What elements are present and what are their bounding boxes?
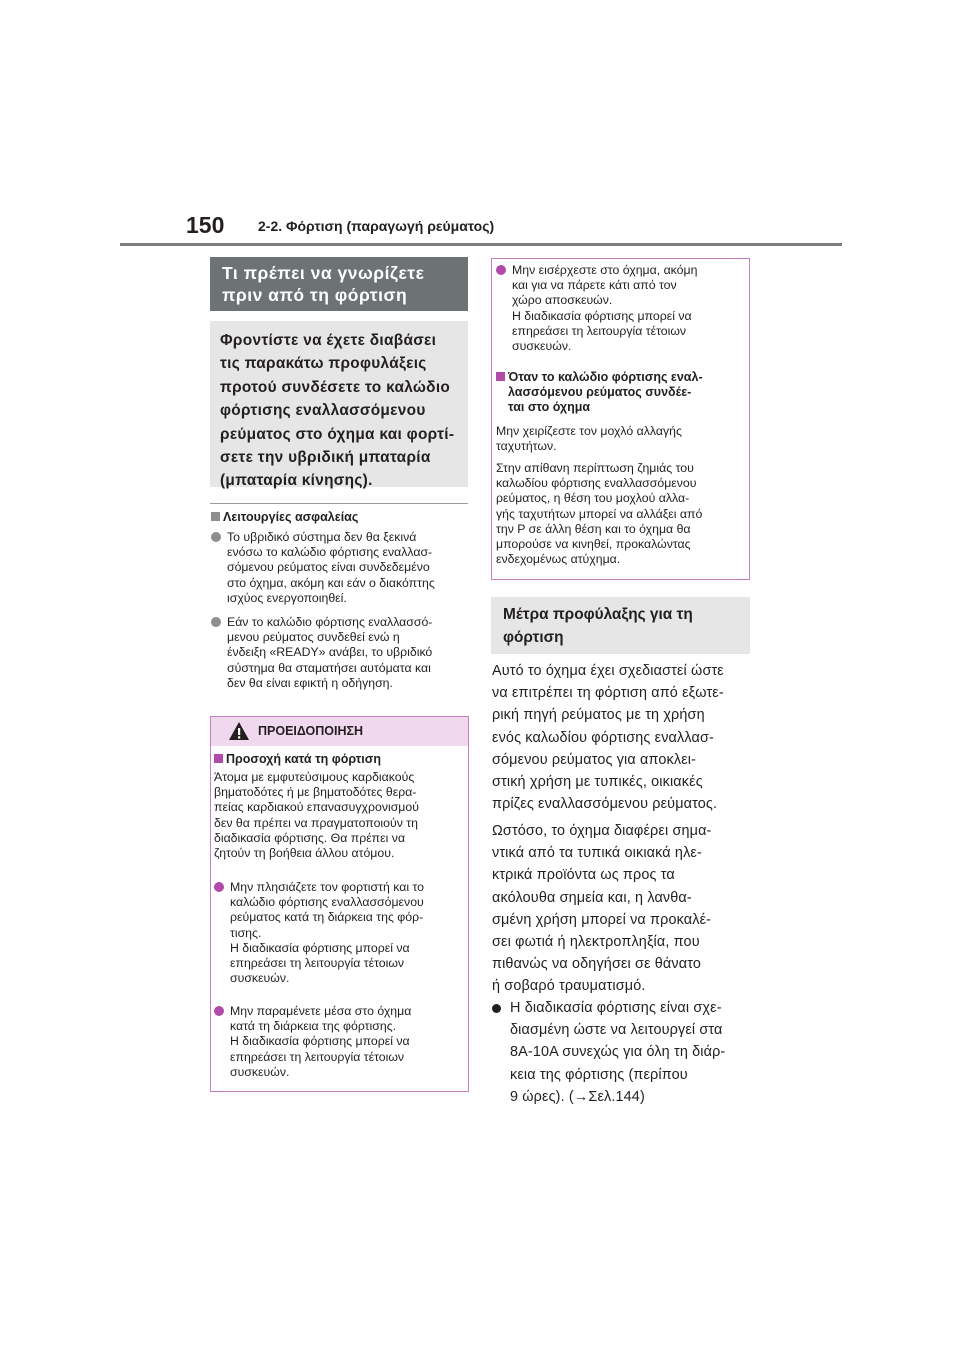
warning-intro: Άτομα με εμφυτεύσιμους καρδιακούς βηματοδότες ή με βηματοδότες θερα- πείας καρδιακού επανασυγχρονισμού δεν θα πρέπει να πραγματοποιούν τη διαδικασία φόρτισης. Θα πρέπει να ζητούν τη βοήθεια άλλου ατόμου. xyxy=(214,770,419,861)
header-divider xyxy=(120,243,842,246)
round-bullet-icon xyxy=(492,1004,501,1013)
section-title: 2-2. Φόρτιση (παραγωγή ρεύματος) xyxy=(258,218,495,234)
know-title-line: Τι πρέπει να γνωρίζετε xyxy=(222,263,425,283)
know-body-line: ρεύματος στο όχημα και φορτί- xyxy=(220,425,455,443)
know-body-line: τις παρακάτω προφυλάξεις xyxy=(220,355,427,373)
know-body-line: Φροντίστε να έχετε διαβάσει xyxy=(220,332,437,349)
square-bullet-icon xyxy=(496,372,505,381)
round-bullet-icon xyxy=(496,265,506,275)
measures-bullet: Η διαδικασία φόρτισης είναι σχε- διασμένη ώστε να λειτουργεί στα 8A-10A συνεχώς για όλη τη διάρ- κεια της φόρτισης (περίπου 9 ώρες). (→Σελ.144) xyxy=(492,997,754,1108)
know-body-line: προτού συνδέσετε το καλώδιο xyxy=(220,378,451,396)
safety-bullet-1: Το υβριδικό σύστημα δεν θα ξεκινά ενόσω το καλώδιο φόρτισης εναλλασ- σόμενου ρεύματος είναι συνδεδεμένο στο όχημα, ακόμη και εάν ο διακόπτης ισχύος ενεργοποιηθεί. xyxy=(211,530,469,606)
safety-bullet-2: Εάν το καλώδιο φόρτισης εναλλασσό- μενου ρεύματος συνδεθεί ενώ η ένδειξη «READY» ανάβει, το υβριδικό σύστημα θα σταματήσει αυτόματα και δεν θα είναι εφικτή η οδήγηση. xyxy=(211,615,469,691)
measures-paragraph-2: Ωστόσο, το όχημα διαφέρει σημα- ντικά από τα τυπικά οικιακά ηλε- κτρικά προϊόντα ως προς τα ακόλουθα σημεία και, η λανθα- σμένη χρήση μπορεί να προκαλέ- σει φωτιά ή ηλεκτροπληξία, που πιθανώς να οδηγήσει σε θάνατο ή σοβαρό τραυματισμό. xyxy=(492,823,712,995)
know-body-line: σετε την υβριδική μπαταρία xyxy=(220,449,431,467)
section-divider xyxy=(210,503,468,504)
round-bullet-icon xyxy=(214,1006,224,1016)
warning-label: ΠΡΟΕΙΔΟΠΟΙΗΣΗ xyxy=(258,724,364,738)
warning-heading: Προσοχή κατά τη φόρτιση xyxy=(214,752,381,767)
measures-paragraph-1: Αυτό το όχημα έχει σχεδιαστεί ώστε να επιτρέπει τη φόρτιση από εξωτε- ρική πηγή ρεύματος με τη χρήση ενός καλωδίου φόρτισης εναλλασ- σόμενου ρεύματος για αποκλει- στική χρήση με τυπικές, οικιακές πρίζες εναλλασσόμενου ρεύματος. xyxy=(492,663,724,813)
right-box-bullet: Μην εισέρχεστε στο όχημα, ακόμη και για να πάρετε κάτι από τον χώρο αποσκευών. Η διαδικασία φόρτισης μπορεί να επηρεάσει τη λειτουργία τέτοιων συσκευών. xyxy=(496,263,748,354)
know-body-line: (μπαταρία κίνησης). xyxy=(220,472,373,490)
safety-heading: Λειτουργίες ασφαλείας xyxy=(211,510,358,525)
right-box-para-2: Στην απίθανη περίπτωση ζημιάς του καλωδίου φόρτισης εναλλασσόμενου ρεύματος, η θέση του μοχλού αλλα- γής ταχυτήτων μπορεί να αλλάξει από την P σε άλλη θέση και το όχημα θα μπορούσε να κινηθεί, προκαλώντας ενδεχομένως ατύχημα. xyxy=(496,461,703,567)
round-bullet-icon xyxy=(211,532,221,542)
know-title-line: πριν από τη φόρτιση xyxy=(222,285,408,305)
round-bullet-icon xyxy=(211,617,221,627)
know-before-title xyxy=(210,257,468,311)
measures-title: Μέτρα προφύλαξης για τη φόρτιση xyxy=(491,597,750,654)
page-reference[interactable]: 9 ώρες). (→Σελ.144) xyxy=(510,1088,645,1105)
warning-bullet-1: Μην πλησιάζετε τον φορτιστή και το καλώδιο φόρτισης εναλλασσόμενου ρεύματος κατά τη διάρκεια της φόρ- τισης. Η διαδικασία φόρτισης μπορεί να επηρεάσει τη λειτουργία τέτοιων συσκευών. xyxy=(214,880,466,986)
warning-bullet-2: Μην παραμένετε μέσα στο όχημα κατά τη διάρκεια της φόρτισης. Η διαδικασία φόρτισης μπορεί να επηρεάσει τη λειτουργία τέτοιων συσκευών. xyxy=(214,1004,466,1080)
warning-triangle-icon xyxy=(228,721,250,746)
page-number: 150 xyxy=(186,212,225,238)
round-bullet-icon xyxy=(214,882,224,892)
right-box-para-1: Μην χειρίζεστε τον μοχλό αλλαγής ταχυτήτων. xyxy=(496,424,682,454)
square-bullet-icon xyxy=(214,754,223,763)
know-body-line: φόρτισης εναλλασσόμενου xyxy=(220,402,426,420)
right-box-heading: Όταν το καλώδιο φόρτισης εναλ- λασσόμενου ρεύματος συνδέε- ται στο όχημα xyxy=(496,370,748,415)
square-bullet-icon xyxy=(211,512,220,521)
know-before-body xyxy=(210,321,468,490)
